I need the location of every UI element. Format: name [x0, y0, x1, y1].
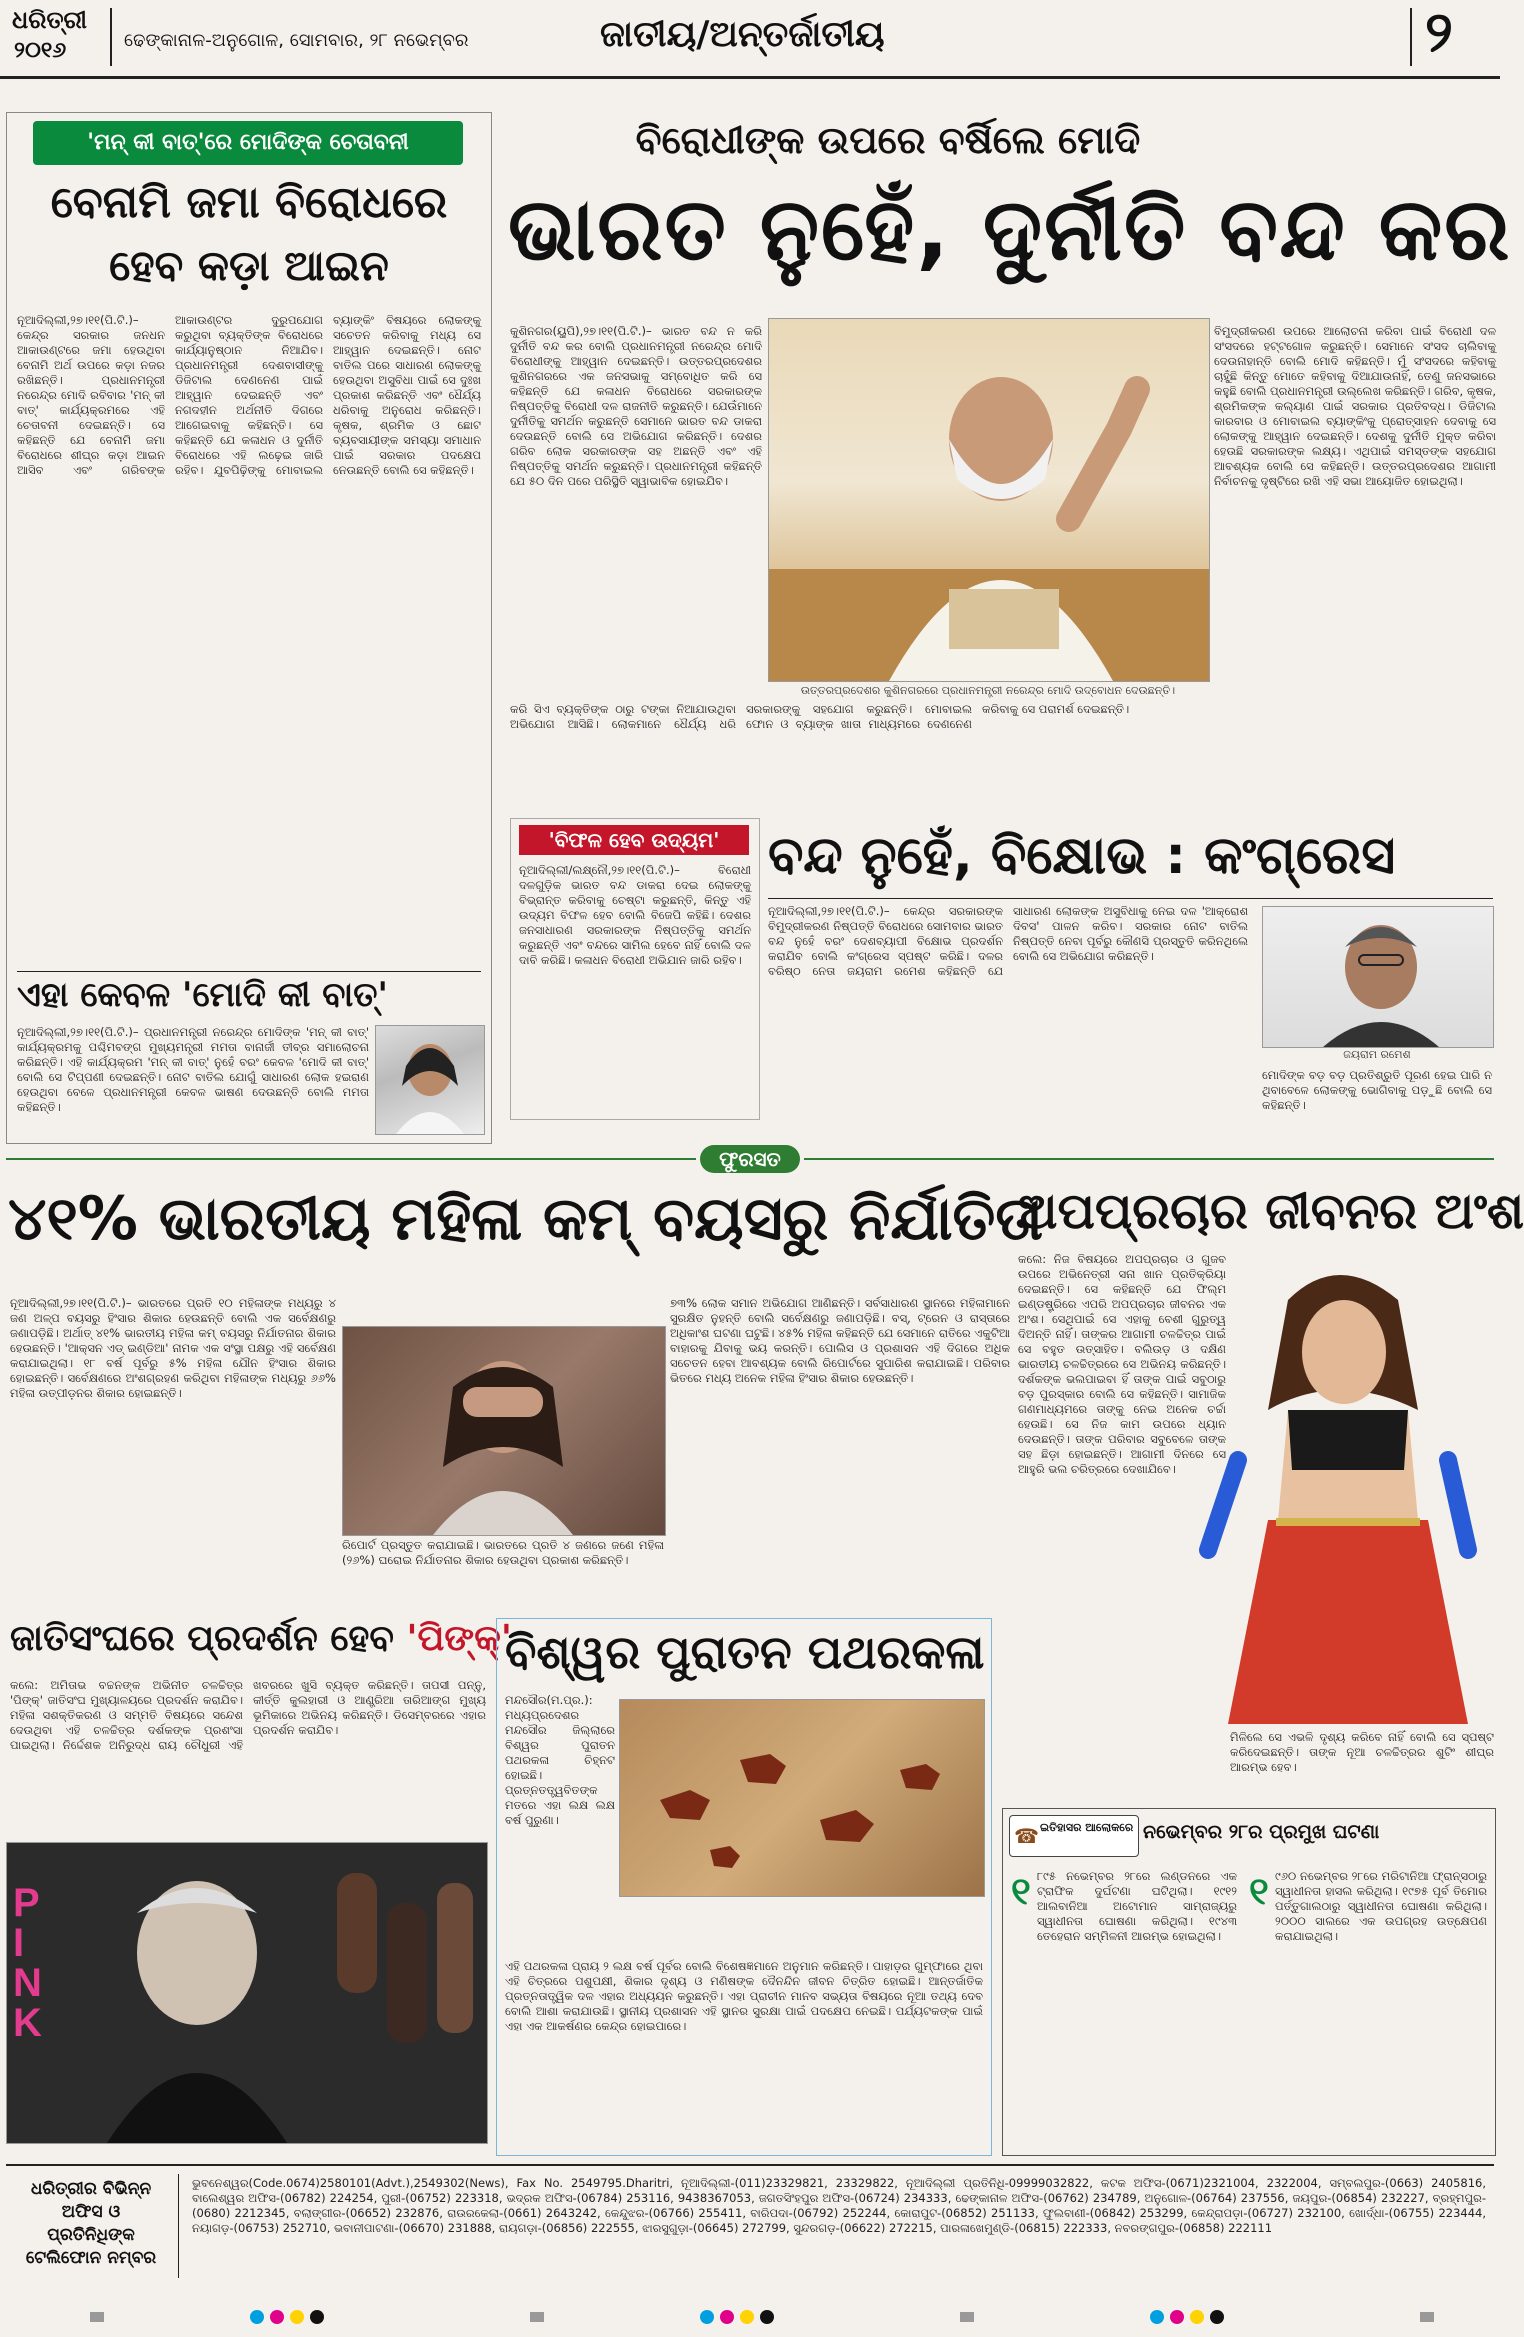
pink-headline-text: ଜାତିସଂଘରେ ପ୍ରଦର୍ଶନ ହେବ: [10, 1618, 394, 1659]
actress-body-tail: ମିଳିଲେ ସେ ଏଭଳି ଦୃଶ୍ୟ କରିବେ ନାହିଁ ବୋଲି ସେ ସ୍ପଷ୍ଟ କରିଦେଇଛନ୍ତି। ତାଙ୍କ ନୂଆ ଚଳଚ୍ଚିତ୍ରର ଶୁଟିଂ ଶୀଘ୍ର ଆରମ୍ଭ ହେବ।: [1230, 1730, 1494, 1774]
main-body-left: କୁଶିନଗର(ୟୁପି),୨୭।୧୧(ପି.ଟି.)– ଭାରତ ବନ୍ଦ ନ କରି ଦୁର୍ନୀତି ବନ୍ଦ କର ବୋଲି ପ୍ରଧାନମନ୍ତ୍ରୀ ନରେନ୍ଦ୍ର ମୋଦି ବିରୋଧୀଙ୍କୁ ଆହ୍ୱାନ ଦେଇଛନ୍ତି। ଉତ୍ତରପ୍ରଦେଶର କୁଶିନଗରରେ ଏକ ଜନସଭାକୁ ସମ୍ବୋଧିତ କରି ସେ କହିଛନ୍ତି ଯେ କଳାଧନ ବିରୋଧରେ ସରକାରଙ୍କ ନିଷ୍ପତ୍ତିକୁ ବିରୋଧୀ ଦଳ ରାଜନୀତି କରୁଛନ୍ତି। ଯେଉଁମାନେ ଦୁର୍ନୀତିକୁ ସମର୍ଥନ କରୁଛନ୍ତି ସେମାନେ ଭାରତ ବନ୍ଦ ଡାକରା ଦେଉଛନ୍ତି ବୋଲି ସେ ଅଭିଯୋଗ କରିଛନ୍ତି। ଦେଶର ଗରିବ ଲୋକ ସରକାରଙ୍କ ସହ ଅଛନ୍ତି ଏବଂ ଏହି ନିଷ୍ପତ୍ତିକୁ ସମର୍ଥନ କରୁଛନ୍ତି। ପ୍ରଧାନମନ୍ତ୍ରୀ କହିଛନ୍ତି ଯେ ୫୦ ଦିନ ପରେ ପରିସ୍ଥିତି ସ୍ୱାଭାବିକ ହୋଇଯିବ।: [510, 324, 762, 488]
jairam-photo-caption: ଜୟରାମ ରମେଶ: [1343, 1048, 1411, 1061]
left-story: [6, 112, 492, 1144]
registration-cyan: [250, 2310, 264, 2324]
registration-strip: [0, 2300, 1500, 2337]
left-story-body: ନୂଆଦିଲ୍ଲୀ,୨୭।୧୧(ପି.ଟି.)– କେନ୍ଦ୍ର ସରକାର ଜନଧନ ଆକାଉଣ୍ଟରେ ଜମା ହେଉଥିବା ବେନାମି ଅର୍ଥ ଉପରେ କଡ଼ା ନଜର ରଖିଛନ୍ତି। ପ୍ରଧାନମନ୍ତ୍ରୀ ନରେନ୍ଦ୍ର ମୋଦି ରବିବାର 'ମନ୍ କୀ ବାତ୍' କାର୍ଯ୍ୟକ୍ରମରେ ଏହି ଚେତାବନୀ ଦେଇଛନ୍ତି। ସେ କହିଛନ୍ତି ଯେ ବେନାମି ଜମା ବିରୋଧରେ ଶୀଘ୍ର କଡ଼ା ଆଇନ ଆସିବ ଏବଂ ଗରିବଙ୍କ ଆକାଉଣ୍ଟର ଦୁରୁପଯୋଗ କରୁଥିବା ବ୍ୟକ୍ତିଙ୍କ ବିରୋଧରେ କାର୍ଯ୍ୟାନୁଷ୍ଠାନ ନିଆଯିବ। ପ୍ରଧାନମନ୍ତ୍ରୀ ଦେଶବାସୀଙ୍କୁ ଡିଜିଟାଲ ଦେଣନେଣ ପାଇଁ ଆହ୍ୱାନ ଦେଇଛନ୍ତି ଏବଂ ନଗଦହୀନ ଅର୍ଥନୀତି ଦିଗରେ ଆଗେଇବାକୁ କହିଛନ୍ତି। ସେ କହିଛନ୍ତି ଯେ କଳାଧନ ଓ ଦୁର୍ନୀତି ବିରୋଧରେ ଏହି ଲଢ଼େଇ ଜାରି ରହିବ। ଯୁବପିଢ଼ିଙ୍କୁ ମୋବାଇଲ ବ୍ୟାଙ୍କିଂ ବିଷୟରେ ଲୋକଙ୍କୁ ସଚେତନ କରିବାକୁ ମଧ୍ୟ ସେ ଆହ୍ୱାନ ଦେଇଛନ୍ତି। ନୋଟ ବାତିଲ ପରେ ସାଧାରଣ ଲୋକଙ୍କୁ ହେଉଥିବା ଅସୁବିଧା ପାଇଁ ସେ ଦୁଃଖ ପ୍ରକାଶ କରିଛନ୍ତି ଏବଂ ଧୈର୍ଯ୍ୟ ଧରିବାକୁ ଅନୁରୋଧ କରିଛନ୍ତି। କୃଷକ, ଶ୍ରମିକ ଓ ଛୋଟ ବ୍ୟବସାୟୀଙ୍କ ସମସ୍ୟା ସମାଧାନ ପାଇଁ ସରକାର ପଦକ୍ଷେପ ନେଉଛନ୍ତି ବୋଲି ସେ କହିଛନ୍ତି।: [17, 313, 481, 477]
supplement-rule-left: [6, 1158, 696, 1160]
rock-story: [496, 1618, 992, 2156]
women-body-2: ୭୩% ଲୋକ ସମାନ ଅଭିଯୋଗ ଆଣିଛନ୍ତି। ସର୍ବସାଧାରଣ ସ୍ଥାନରେ ମହିଳାମାନେ ସୁରକ୍ଷିତ ନୁହନ୍ତି ବୋଲି ସର୍ବେକ୍ଷଣରୁ ଜଣାପଡ଼ିଛି। ବସ୍, ଟ୍ରେନ ଓ ରାସ୍ତାରେ ଅଧିକାଂଶ ଘଟଣା ଘଟୁଛି। ୪୫% ମହିଳା କହିଛନ୍ତି ଯେ ସେମାନେ ରାତିରେ ଏକୁଟିଆ ବାହାରକୁ ଯିବାକୁ ଭୟ କରନ୍ତି। ପୋଲିସ ଓ ପ୍ରଶାସନ ଏହି ଦିଗରେ ଅଧିକ ସଚେତନ ହେବା ଆବଶ୍ୟକ ବୋଲି ରିପୋର୍ଟରେ ସୁପାରିଶ କରାଯାଇଛି। ପରିବାର ଭିତରେ ମଧ୍ୟ ଅନେକ ମହିଳା ହିଂସାର ଶିକାର ହେଉଛନ୍ତି।: [670, 1296, 1010, 1385]
box-story: [510, 818, 760, 1120]
masthead-bottom-rule: [0, 76, 1500, 79]
supplement-label: ଫୁରସତ: [700, 1145, 800, 1173]
left-story-sub-rule: [17, 971, 481, 972]
office-label: ଧରିତ୍ରୀର ବିଭିନ୍ନ ଅଫିସ ଓ ପ୍ରତିନିଧିଙ୍କ ଟେଲିଫୋନ ନମ୍ବର: [25, 2179, 157, 2268]
actress-photo: [1168, 1260, 1494, 1724]
history-box: [1002, 1808, 1496, 2156]
page-number: ୨: [1425, 0, 1453, 65]
registration-bar: [530, 2312, 544, 2322]
masthead-logo: ଧରିତ୍ରୀ: [12, 6, 87, 34]
pink-poster-title: PINK: [13, 1881, 42, 2045]
mamata-photo: [375, 1025, 485, 1135]
history-logo: [1009, 1815, 1139, 1857]
history-title: ନଭେମ୍ବର ୨୮ର ପ୍ରମୁଖ ଘଟଣା: [1143, 1821, 1380, 1843]
modi-photo-caption: ଉତ୍ତରପ୍ରଦେଶର କୁଶିନଗରରେ ପ୍ରଧାନମନ୍ତ୍ରୀ ନରେନ୍ଦ୍ର ମୋଦି ଉଦ୍‌ବୋଧନ ଦେଉଛନ୍ତି।: [800, 684, 1176, 697]
left-story-sub-body: ନୂଆଦିଲ୍ଲୀ,୨୭।୧୧(ପି.ଟି.)– ପ୍ରଧାନମନ୍ତ୍ରୀ ନରେନ୍ଦ୍ର ମୋଦିଙ୍କ 'ମନ୍ କୀ ବାତ୍' କାର୍ଯ୍ୟକ୍ରମକୁ ପଶ୍ଚିମବଙ୍ଗ ମୁଖ୍ୟମନ୍ତ୍ରୀ ମମତା ବାନାର୍ଜୀ ତୀବ୍ର ସମାଲୋଚନା କରିଛନ୍ତି। ଏହି କାର୍ଯ୍ୟକ୍ରମ 'ମନ୍ କୀ ବାତ୍' ନୁହେଁ ବରଂ କେବଳ 'ମୋଦି କୀ ବାତ୍' ବୋଲି ସେ ଟିପ୍ପଣୀ ଦେଇଛନ୍ତି। ନୋଟ ବାତିଲ ଯୋଗୁଁ ସାଧାରଣ ଲୋକ ହଇରାଣ ହେଉଥିବା ବେଳେ ପ୍ରଧାନମନ୍ତ୍ରୀ କେବଳ ଭାଷଣ ଦେଉଛନ୍ତି ବୋଲି ମମତା କହିଛନ୍ତି।: [17, 1025, 369, 1114]
supplement-rule-right: [804, 1158, 1494, 1160]
registration-magenta: [1170, 2310, 1184, 2324]
pink-body: କଲେ: ଅମିତାଭ ବଚ୍ଚନଙ୍କ ଅଭିନୀତ ଚଳଚ୍ଚିତ୍ର 'ପିଙ୍କ୍' ଜାତିସଂଘ ମୁଖ୍ୟାଳୟରେ ପ୍ରଦର୍ଶନ କରାଯିବ। ମହିଳା ସଶକ୍ତିକରଣ ଓ ସମ୍ମତି ବିଷୟରେ ସନ୍ଦେଶ ଦେଉଥିବା ଏହି ଚଳଚ୍ଚିତ୍ର ଦର୍ଶକଙ୍କ ପ୍ରଶଂସା ପାଇଥିଲା। ନିର୍ଦ୍ଦେଶକ ଅନିରୁଦ୍ଧ ରାୟ ଚୌଧୁରୀ ଏହି ଖବରରେ ଖୁସି ବ୍ୟକ୍ତ କରିଛନ୍ତି। ତାପସୀ ପନ୍ନୁ, କୀର୍ତ୍ତି କୁଲହାରୀ ଓ ଆଣ୍ଡ୍ରିଆ ତାରିଆଙ୍ଗ ମୁଖ୍ୟ ଭୂମିକାରେ ଅଭିନୟ କରିଛନ୍ତି। ଡିସେମ୍ବରରେ ଏହାର ପ୍ରଦର୍ଶନ କରାଯିବ।: [10, 1678, 486, 1752]
office-divider: [178, 2174, 179, 2278]
main-body-below: କରି ସିଏ ବ୍ୟକ୍ତିଙ୍କ ଠାରୁ ଟଙ୍କା ନିଆଯାଉଥିବା ଅଭିଯୋଗ ଆସିଛି। ଲୋକମାନେ ଧୈର୍ଯ୍ୟ ଧରି ସରକାରଙ୍କୁ ସହଯୋଗ କରୁଛନ୍ତି। ମୋବାଇଲ ଫୋନ ଓ ବ୍ୟାଙ୍କ ଖାତା ମାଧ୍ୟମରେ ଦେଣନେଣ କରିବାକୁ ସେ ପରାମର୍ଶ ଦେଇଛନ୍ତି।: [510, 702, 1130, 731]
left-story-headline-2: ହେବ କଡ଼ା ଆଇନ: [109, 241, 389, 290]
left-story-headline-1: ବେନାମି ଜମା ବିରୋଧରେ: [50, 177, 448, 228]
registration-black: [1210, 2310, 1224, 2324]
left-story-sub-headline: ଏହା କେବଳ 'ମୋଦି କୀ ବାତ୍': [17, 975, 388, 1015]
registration-cyan: [700, 2310, 714, 2324]
box-story-headline: 'ବିଫଳ ହେବ ଉଦ୍ୟମ': [519, 825, 749, 855]
main-kicker: ବିରୋଧୀଙ୍କ ଉପରେ ବର୍ଷିଲେ ମୋଦି: [635, 118, 1141, 162]
masthead-dateline: ଢେଙ୍କାନାଳ-ଅନୁଗୋଳ, ସୋମବାର, ୨୮ ନଭେମ୍ବର: [124, 30, 469, 51]
registration-yellow: [1190, 2310, 1204, 2324]
history-logo-icon: ☎: [1014, 1824, 1039, 1848]
rock-body: ଏହି ପଥରକଳା ପ୍ରାୟ ୨ ଲକ୍ଷ ବର୍ଷ ପୂର୍ବର ବୋଲି ବିଶେଷଜ୍ଞମାନେ ଅନୁମାନ କରିଛନ୍ତି। ପାହାଡ଼ର ଗୁମ୍ଫାରେ ଥିବା ଏହି ଚିତ୍ରରେ ପଶୁପକ୍ଷୀ, ଶିକାର ଦୃଶ୍ୟ ଓ ମଣିଷଙ୍କ ଦୈନନ୍ଦିନ ଜୀବନ ଚିତ୍ରିତ ହୋଇଛି। ଆନ୍ତର୍ଜାତିକ ପ୍ରତ୍ନତାତ୍ତ୍ୱିକ ଦଳ ଏହାର ଅଧ୍ୟୟନ କରୁଛନ୍ତି। ଏହା ପ୍ରାଚୀନ ମାନବ ସଭ୍ୟତା ବିଷୟରେ ନୂଆ ତଥ୍ୟ ଦେବ ବୋଲି ଆଶା କରାଯାଉଛି। ସ୍ଥାନୀୟ ପ୍ରଶାସନ ଏହି ସ୍ଥାନର ସୁରକ୍ଷା ପାଇଁ ପଦକ୍ଷେପ ନେଇଛି। ପର୍ଯ୍ୟଟକଙ୍କ ପାଇଁ ଏହା ଏକ ଆକର୍ଷଣର କେନ୍ଦ୍ର ହୋଇପାରେ।: [505, 1959, 983, 2033]
history-item-1-num: ୧: [1011, 1869, 1031, 1913]
registration-magenta: [270, 2310, 284, 2324]
office-top-rule: [6, 2164, 1494, 2166]
pink-poster: [6, 1842, 488, 2144]
masthead-divider: [110, 8, 112, 66]
masthead-section: ଜାତୀୟ/ଅନ୍ତର୍ଜାତୀୟ: [600, 14, 885, 55]
modi-photo: [768, 318, 1210, 682]
women-body-1: ନୂଆଦିଲ୍ଲୀ,୨୭।୧୧(ପି.ଟି.)– ଭାରତରେ ପ୍ରତି ୧୦ ମହିଳାଙ୍କ ମଧ୍ୟରୁ ୪ ଜଣ ଅଳ୍ପ ବୟସରୁ ହିଂସାର ଶିକାର ହେଉଛନ୍ତି ବୋଲି ଏକ ସର୍ବେକ୍ଷଣରୁ ଜଣାପଡ଼ିଛି। ଅର୍ଥାତ୍ ୪୧% ଭାରତୀୟ ମହିଳା କମ୍ ବୟସରୁ ନିର୍ଯାତନାର ଶିକାର ହେଉଛନ୍ତି। 'ଆକ୍ସନ ଏଡ୍ ଇଣ୍ଡିଆ' ନାମକ ଏକ ସଂସ୍ଥା ପକ୍ଷରୁ ଏହି ସର୍ବେକ୍ଷଣ କରାଯାଇଥିଲା। ୧୮ ବର୍ଷ ପୂର୍ବରୁ ୫% ମହିଳା ଯୌନ ହିଂସାର ଶିକାର ହୋଇଛନ୍ତି। ସର୍ବେକ୍ଷଣରେ ଅଂଶଗ୍ରହଣ କରିଥିବା ମହିଳାଙ୍କ ମଧ୍ୟରୁ ୬୬% ମହିଳା ଉତ୍ପୀଡ଼ନର ଶିକାର ହୋଇଛନ୍ତି।: [10, 1296, 336, 1400]
main-headline: ଭାରତ ନୁହେଁ, ଦୁର୍ନୀତି ବନ୍ଦ କର: [508, 180, 1512, 280]
registration-bar: [90, 2312, 104, 2322]
actress-body: କଲେ: ନିଜ ବିଷୟରେ ଅପପ୍ରଚାର ଓ ଗୁଜବ ଉପରେ ଅଭିନେତ୍ରୀ ସନା ଖାନ ପ୍ରତିକ୍ରିୟା ଦେଇଛନ୍ତି। ସେ କହିଛନ୍ତି ଯେ ଫିଲ୍ମ ଇଣ୍ଡଷ୍ଟ୍ରିରେ ଏପରି ଅପପ୍ରଚାର ଜୀବନର ଏକ ଅଂଶ। ସେଥିପାଇଁ ସେ ଏହାକୁ ବେଶୀ ଗୁରୁତ୍ୱ ଦିଅନ୍ତି ନାହିଁ। ତାଙ୍କର ଆଗାମୀ ଚଳଚ୍ଚିତ୍ର ପାଇଁ ସେ ବହୁତ ଉତ୍ସାହିତ। ବଲିଉଡ଼ ଓ ଦକ୍ଷିଣ ଭାରତୀୟ ଚଳଚ୍ଚିତ୍ରରେ ସେ ଅଭିନୟ କରିଛନ୍ତି। ଦର୍ଶକଙ୍କ ଭଲପାଇବା ହିଁ ତାଙ୍କ ପାଇଁ ସବୁଠାରୁ ବଡ଼ ପୁରସ୍କାର ବୋଲି ସେ କହିଛନ୍ତି। ସାମାଜିକ ଗଣମାଧ୍ୟମରେ ତାଙ୍କୁ ନେଇ ଅନେକ ଚର୍ଚ୍ଚା ହେଉଛି। ସେ ନିଜ କାମ ଉପରେ ଧ୍ୟାନ ଦେଉଛନ୍ତି। ତାଙ୍କ ପରିବାର ସବୁବେଳେ ତାଙ୍କ ସହ ଛିଡ଼ା ହୋଇଛନ୍ତି। ଆଗାମୀ ଦିନରେ ସେ ଆହୁରି ଭଲ ଚରିତ୍ରରେ ଦେଖାଯିବେ।: [1018, 1252, 1226, 1476]
women-body-3: ରିପୋର୍ଟ ପ୍ରସ୍ତୁତ କରାଯାଇଛି। ଭାରତରେ ପ୍ରତି ୪ ଜଣରେ ଜଣେ ମହିଳା (୨୬%) ଘରୋଇ ନିର୍ଯାତନାର ଶିକାର ହେଉଥିବା ପ୍ରକାଶ କରିଛନ୍ତି।: [342, 1538, 664, 1567]
registration-yellow: [290, 2310, 304, 2324]
pink-headline-1: [10, 1618, 512, 1660]
congress-body: ନୂଆଦିଲ୍ଲୀ,୨୭।୧୧(ପି.ଟି.)– କେନ୍ଦ୍ର ସରକାରଙ୍କ ବିମୁଦ୍ରୀକରଣ ନିଷ୍ପତ୍ତି ବିରୋଧରେ ସୋମବାର ଭାରତ ବନ୍ଦ ନୁହେଁ ବରଂ ଦେଶବ୍ୟାପୀ ବିକ୍ଷୋଭ ପ୍ରଦର୍ଶନ କରାଯିବ ବୋଲି କଂଗ୍ରେସ ସ୍ପଷ୍ଟ କରିଛି। ଦଳର ବରିଷ୍ଠ ନେତା ଜୟରାମ ରମେଶ କହିଛନ୍ତି ଯେ ସାଧାରଣ ଲୋକଙ୍କ ଅସୁବିଧାକୁ ନେଇ ଦଳ 'ଆକ୍ରୋଶ ଦିବସ' ପାଳନ କରିବ। ସରକାର ନୋଟ ବାତିଲ ନିଷ୍ପତ୍ତି ନେବା ପୂର୍ବରୁ କୌଣସି ପ୍ରସ୍ତୁତି କରିନଥିଲେ ବୋଲି ସେ ଅଭିଯୋଗ କରିଛନ୍ତି।: [768, 904, 1248, 978]
rock-headline: ବିଶ୍ୱର ପୁରାତନ ପଥରକଳା: [505, 1625, 985, 1679]
registration-cyan: [1150, 2310, 1164, 2324]
registration-black: [760, 2310, 774, 2324]
pink-story: [6, 1614, 512, 2154]
registration-yellow: [740, 2310, 754, 2324]
jairam-photo: [1262, 906, 1494, 1048]
pink-headline-title: 'ପିଙ୍କ୍': [406, 1618, 512, 1659]
masthead-divider-right: [1410, 8, 1412, 66]
registration-bar: [960, 2312, 974, 2322]
main-body-right: ବିମୁଦ୍ରୀକରଣ ଉପରେ ଆଲୋଚନା କରିବା ପାଇଁ ବିରୋଧୀ ଦଳ ସଂସଦରେ ହଟ୍ଟଗୋଳ କରୁଛନ୍ତି। ସେମାନେ ସଂସଦ ଚାଲିବାକୁ ଦେଉନାହାନ୍ତି ବୋଲି ମୋଦି କହିଛନ୍ତି। ମୁଁ ସଂସଦରେ କହିବାକୁ ଚାହୁଁଛି କିନ୍ତୁ ମୋତେ କହିବାକୁ ଦିଆଯାଉନାହିଁ, ତେଣୁ ଜନସଭାରେ କହୁଛି ବୋଲି ପ୍ରଧାନମନ୍ତ୍ରୀ ଉଲ୍ଲେଖ କରିଛନ୍ତି। ଗରିବ, କୃଷକ, ଶ୍ରମିକଙ୍କ କଲ୍ୟାଣ ପାଇଁ ସରକାର ପ୍ରତିବଦ୍ଧ। ଡିଜିଟାଲ କାରବାର ଓ ମୋବାଇଲ ବ୍ୟାଙ୍କିଂକୁ ପ୍ରୋତ୍ସାହନ ଦେବାକୁ ସେ ଲୋକଙ୍କୁ ଆହ୍ୱାନ ଦେଇଛନ୍ତି। ଦେଶକୁ ଦୁର୍ନୀତି ମୁକ୍ତ କରିବା ହେଉଛି ସରକାରଙ୍କ ଲକ୍ଷ୍ୟ। ଏଥିପାଇଁ ସମସ୍ତଙ୍କ ସହଯୋଗ ଆବଶ୍ୟକ ବୋଲି ସେ କହିଛନ୍ତି। ଉତ୍ତରପ୍ରଦେଶର ଆଗାମୀ ନିର୍ବାଚନକୁ ଦୃଷ୍ଟିରେ ରଖି ଏହି ସଭା ଆୟୋଜିତ ହୋଇଥିଲା।: [1214, 324, 1497, 488]
office-numbers: ଭୁବନେଶ୍ୱର(Code.0674)2580101(Advt.),2549302(News), Fax No. 2549795.Dharitri, ନୂଆଦିଲ୍ଲୀ-(011)23329821, 23329822, ନୂଆଦିଲ୍ଲୀ ପ୍ରତିନିଧି-09999032822, କଟକ ଅଫିସ-(0671)2321004, 2322004, ସମ୍ବଲପୁର-(0663) 2405816, ବାଲେଶ୍ୱର ଅଫିସ-(06782) 224254, ପୁରୀ-(06752) 223318, ଭଦ୍ରକ ଅଫିସ-(06784) 253116, 9438367053, ଜଗତସିଂହପୁର ଅଫିସ-(06724) 234333, ଢେଙ୍କାନାଳ ଅଫିସ-(06762) 234789, ଅନୁଗୋଳ-(06764) 237556, ଜୟପୁର-(06854) 232227, ବ୍ରହ୍ମପୁର-(0680) 2212345, ବଲାଙ୍ଗୀର-(06652) 232876, ରାଉରକେଲା-(0661) 2643242, କେନ୍ଦୁଝର-(06766) 255411, ବାରିପଦା-(06792) 252244, କୋରାପୁଟ-(06852) 251133, ଫୁଲବାଣୀ-(06842) 253299, କେନ୍ଦ୍ରାପଡ଼ା-(06727) 232100, ଖୋର୍ଦ୍ଧା-(06755) 223444, ନୟାଗଡ଼-(06753) 252710, ଭବାନୀପାଟଣା-(06670) 231888, ରାୟଗଡ଼ା-(06856) 222555, ଝାରସୁଗୁଡ଼ା-(06645) 272799, ସୁନ୍ଦରଗଡ଼-(06622) 272215, ପାରଳାଖେମୁଣ୍ଡି-(06815) 222333, ନବରଙ୍ଗପୁର-(06858) 222111: [192, 2176, 1486, 2235]
women-headline: ୪୧% ଭାରତୀୟ ମହିଳା କମ୍ ବୟସରୁ ନିର୍ଯାତିତା: [8, 1184, 1044, 1254]
actress-headline: ଅପପ୍ରଚାର ଜୀବନର ଅଂଶ: [1018, 1182, 1524, 1240]
history-item-2-num: ୧: [1249, 1869, 1269, 1913]
history-item-1: ୮୯୫ ନଭେମ୍ବର ୨୮ରେ ଲଣ୍ଡନରେ ଏକ ଟ୍ରାଫିକ ଦୁର୍ଘଟଣା ଘଟିଥିଲା। ୧୯୧୨ ଆଲବାନିଆ ଅଟୋମାନ ସାମ୍ରାଜ୍ୟରୁ ସ୍ୱାଧୀନତା ଘୋଷଣା କରିଥିଲା। ୧୯୪୩ ତେହେରାନ ସମ୍ମିଳନୀ ଆରମ୍ଭ ହୋଇଥିଲା।: [1037, 1869, 1237, 1943]
registration-bar: [1420, 2312, 1434, 2322]
history-logo-label: ଇତିହାସର ଆଲୋକରେ: [1040, 1821, 1134, 1834]
registration-magenta: [720, 2310, 734, 2324]
women-photo: [342, 1326, 666, 1536]
office-box: [6, 2170, 1494, 2282]
masthead-year: ୨୦୧୬: [14, 38, 67, 63]
left-story-tag: 'ମନ୍ କୀ ବାତ୍'ରେ ମୋଦିଙ୍କ ଚେତାବନୀ: [33, 121, 463, 165]
congress-headline: ବନ୍ଦ ନୁହେଁ, ବିକ୍ଷୋଭ : କଂଗ୍ରେସ: [768, 826, 1396, 886]
history-item-2: ୯୬୦ ନଭେମ୍ବର ୨୮ରେ ମରିଟାନିଆ ଫ୍ରାନ୍ସଠାରୁ ସ୍ୱାଧୀନତା ହାସଲ କରିଥିଲା। ୧୯୭୫ ପୂର୍ବ ତିମୋର ପର୍ତ୍ତୁଗାଲଠାରୁ ସ୍ୱାଧୀନତା ଘୋଷଣା କରିଥିଲା। ୨୦୦୦ ସାଲରେ ଏକ ଉପଗ୍ରହ ଉତ୍କ୍ଷେପଣ କରାଯାଇଥିଲା।: [1275, 1869, 1487, 1943]
registration-black: [310, 2310, 324, 2324]
rock-body-left: ମନ୍ଦସୌର(ମ.ପ୍ର.): ମଧ୍ୟପ୍ରଦେଶର ମନ୍ଦସୌର ଜିଲ୍ଲାରେ ବିଶ୍ୱର ପୁରାତନ ପଥରକଳା ଚିହ୍ନଟ ହୋଇଛି। ପ୍ରତ୍ନତତ୍ତ୍ୱବିତଙ୍କ ମତରେ ଏହା ଲକ୍ଷ ଲକ୍ଷ ବର୍ଷ ପୁରୁଣା।: [505, 1693, 615, 1827]
congress-photo-tail: ମୋଦିଙ୍କ ବଡ଼ ବଡ଼ ପ୍ରତିଶ୍ରୁତି ପୂରଣ ହେଇ ପାରି ନ ଥିବାବେଳେ ଲୋକଙ୍କୁ ଭୋଗିବାକୁ ପଡ଼ୁଛି ବୋଲି ସେ କହିଛନ୍ତି।: [1262, 1068, 1492, 1112]
masthead: [0, 0, 1500, 76]
box-story-body: ନୂଆଦିଲ୍ଲୀ/ଲକ୍ଷ୍ନୌ,୨୭।୧୧(ପି.ଟି.)– ବିରୋଧୀ ଦଳଗୁଡ଼ିକ ଭାରତ ବନ୍ଦ ଡାକରା ଦେଇ ଲୋକଙ୍କୁ ବିଭ୍ରାନ୍ତ କରିବାକୁ ଚେଷ୍ଟା କରୁଛନ୍ତି, କିନ୍ତୁ ଏହି ଉଦ୍ୟମ ବିଫଳ ହେବ ବୋଲି ବିଜେପି କହିଛି। ଦେଶର ଜନସାଧାରଣ ସରକାରଙ୍କ ନିଷ୍ପତ୍ତିକୁ ସମର୍ଥନ କରୁଛନ୍ତି ଏବଂ ବନ୍ଦରେ ସାମିଲ ହେବେ ନାହିଁ ବୋଲି ଦଳ ଦାବି କରିଛି। କଳାଧନ ବିରୋଧୀ ଅଭିଯାନ ଜାରି ରହିବ।: [519, 863, 751, 967]
rock-art-photo: [619, 1699, 985, 1897]
congress-rule: [768, 898, 1493, 899]
